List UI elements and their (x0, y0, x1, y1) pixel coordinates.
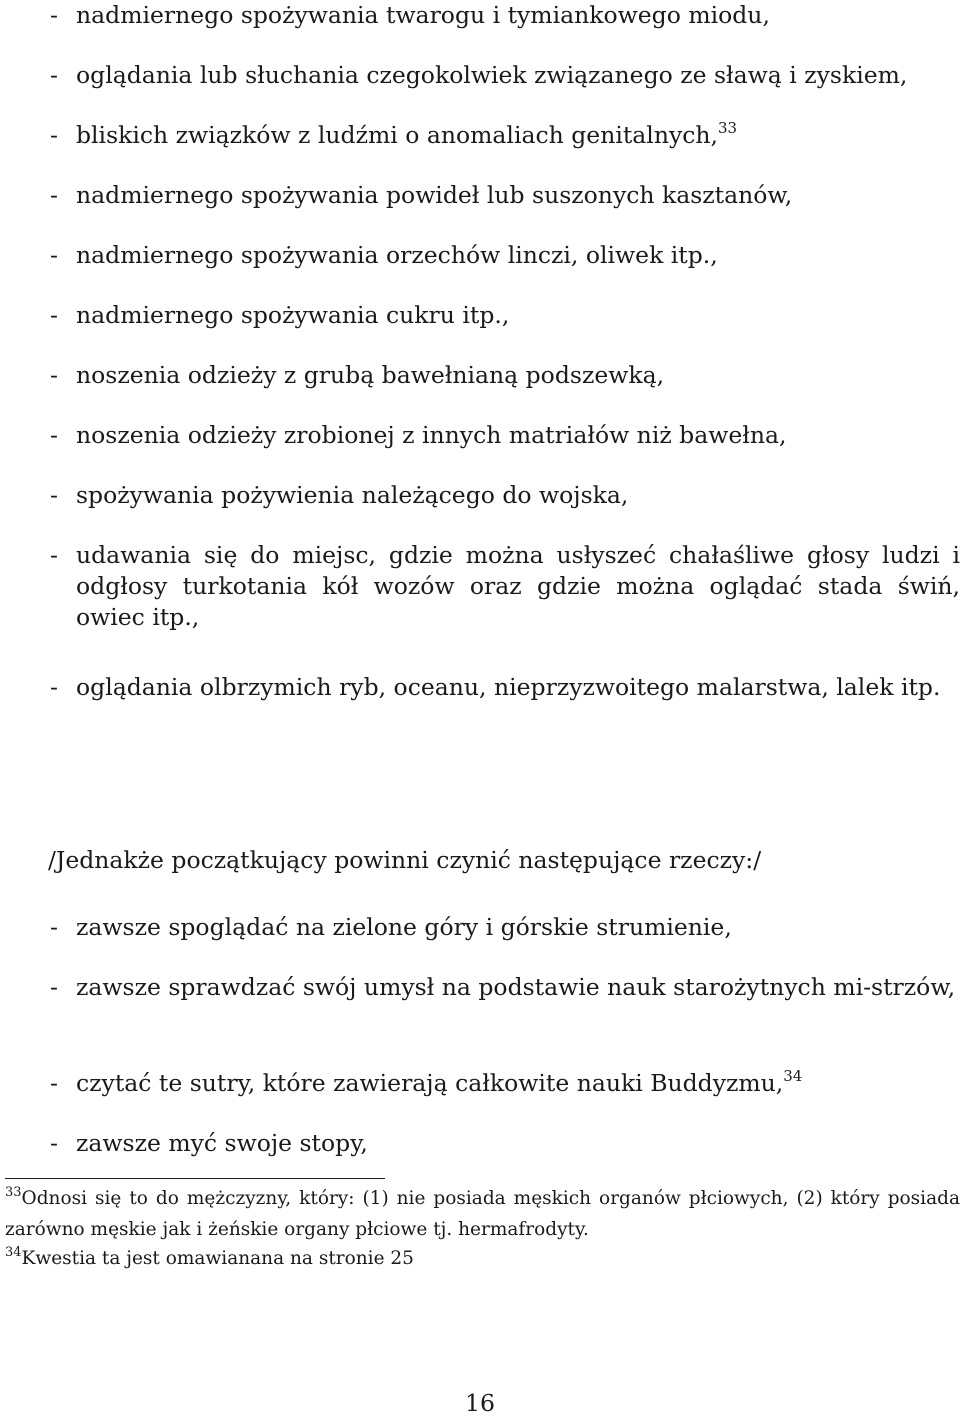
list-item (50, 972, 960, 1003)
footnote-ref[interactable]: 34 (783, 1067, 803, 1085)
list-item (50, 1128, 960, 1159)
dash: - (50, 241, 58, 269)
footnote-rule (5, 1178, 385, 1179)
list-item-text-body: bliskich związków z ludźmi o anomaliach genitalnych, (76, 121, 718, 149)
dash: - (50, 673, 58, 701)
list-item-text: oglądania lub słuchania czegokolwiek związanego ze sławą i zyskiem, (76, 61, 908, 89)
list-item-text: nadmiernego spożywania orzechów linczi, oliwek itp., (76, 241, 718, 269)
dash: - (50, 1069, 58, 1097)
dash: - (50, 421, 58, 449)
dash: - (50, 61, 58, 89)
footnote (5, 1243, 960, 1274)
list-item (50, 672, 960, 703)
list-item-text: spożywania pożywienia należącego do wojska, (76, 481, 629, 509)
dash: - (50, 181, 58, 209)
list-item-text: noszenia odzieży z grubą bawełnianą podszewką, (76, 361, 665, 389)
list-item-text: oglądania olbrzymich ryb, oceanu, nieprzyzwoitego malarstwa, lalek itp. (76, 673, 941, 701)
list-item-text (76, 1068, 960, 1099)
list-item (50, 300, 960, 331)
section-lead: /Jednakże początkujący powinni czynić następujące rzeczy:/ (48, 846, 762, 874)
list-item-text (76, 120, 960, 151)
list-item (50, 120, 960, 151)
list-item (50, 540, 960, 633)
list-item-text: zawsze spoglądać na zielone góry i górskie strumienie, (76, 913, 732, 941)
list-item-text: nadmiernego spożywania twarogu i tymiankowego miodu, (76, 1, 770, 29)
list-item (50, 60, 960, 91)
list-item-text: noszenia odzieży zrobionej z innych matriałów niż bawełna, (76, 421, 787, 449)
dash: - (50, 301, 58, 329)
page-number: 16 (465, 1389, 495, 1417)
list-item-text-body: czytać te sutry, które zawierają całkowite nauki Buddyzmu, (76, 1069, 784, 1097)
dash: - (50, 1, 58, 29)
list-item (50, 912, 960, 943)
footnote-text: Kwestia ta jest omawianana na stronie 25 (21, 1248, 414, 1269)
dash: - (50, 121, 58, 149)
footnote-number: 34 (5, 1245, 22, 1260)
dash: - (50, 481, 58, 509)
footnote (5, 1183, 960, 1245)
dash: - (50, 973, 58, 1001)
list-item-text: udawania się do miejsc, gdzie można usłyszeć chałaśliwe głosy ludzi i odgłosy turkotania kół wozów oraz gdzie można oglądać stada świń, owiec itp., (76, 541, 960, 631)
dash: - (50, 541, 58, 569)
dash: - (50, 913, 58, 941)
footnote-text: Odnosi się to do mężczyzny, który: (1) nie posiada męskich organów płciowych, (2) który posiada zarówno męskie jak i żeńskie organy płciowe tj. hermafrodyty. (5, 1188, 960, 1240)
list-item (50, 240, 960, 271)
list-item-text: zawsze sprawdzać swój umysł na podstawie nauk starożytnych mi-strzów, (76, 973, 956, 1001)
list-item (50, 1068, 960, 1099)
list-item (50, 420, 960, 451)
list-item-text: zawsze myć swoje stopy, (76, 1129, 368, 1157)
list-item (50, 180, 960, 211)
footnote-number: 33 (5, 1185, 22, 1200)
dash: - (50, 361, 58, 389)
list-item-text: nadmiernego spożywania cukru itp., (76, 301, 510, 329)
list-item-text: nadmiernego spożywania powideł lub suszonych kasztanów, (76, 181, 793, 209)
list-item (50, 480, 960, 511)
list-item (50, 360, 960, 391)
list-item (50, 0, 960, 31)
footnote-ref[interactable]: 33 (718, 119, 738, 137)
dash: - (50, 1129, 58, 1157)
